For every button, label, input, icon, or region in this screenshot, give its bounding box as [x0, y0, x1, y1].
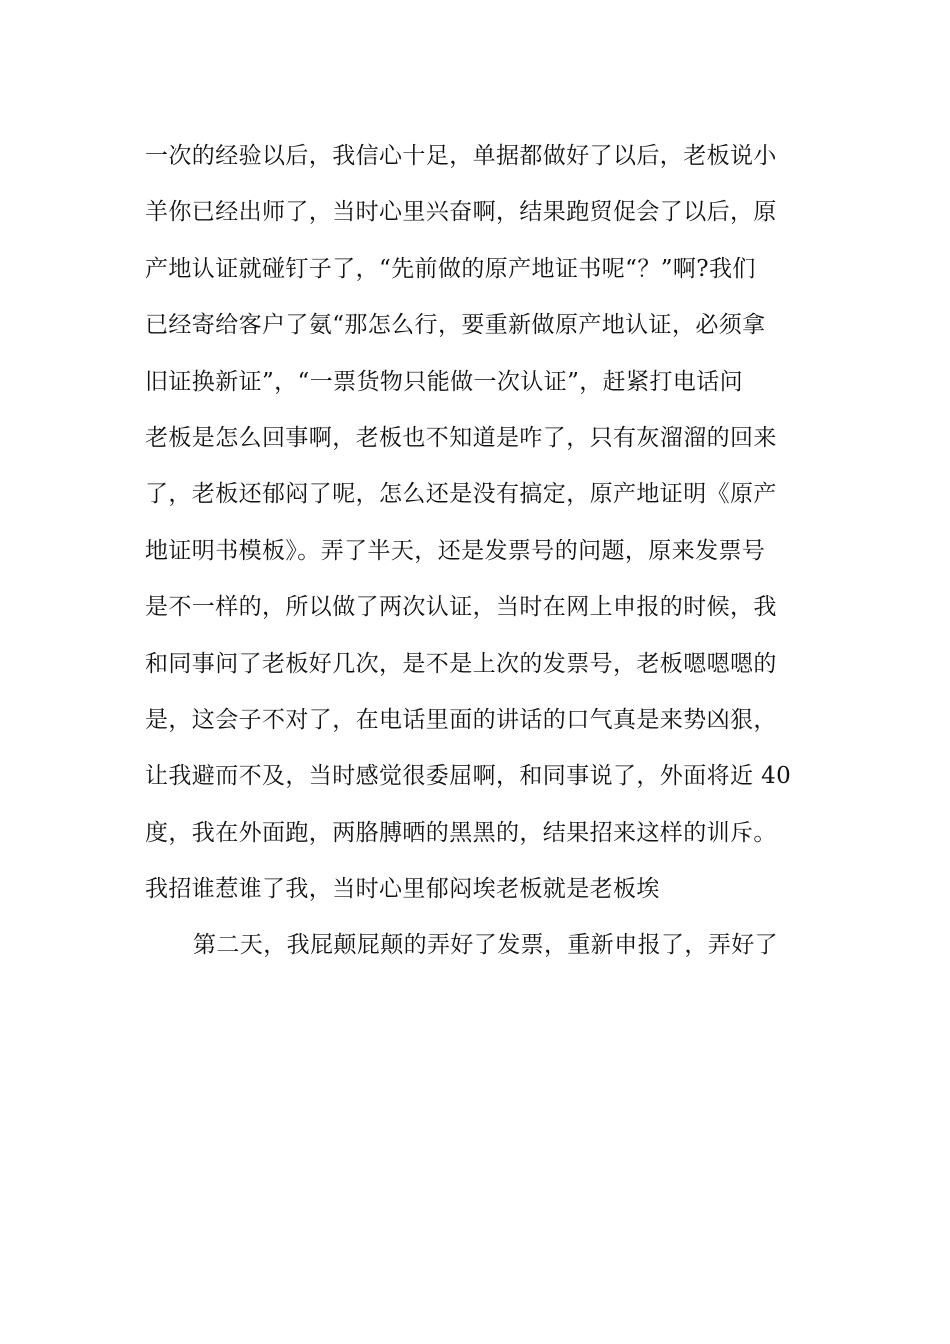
paragraph-start-line: 第二天，我屁颠屁颠的弄好了发票，重新申报了，弄好了	[193, 932, 778, 959]
text-line: 地证明书模板》。弄了半天，还是发票号的问题，原来发票号	[145, 537, 766, 564]
text-line: 产地认证就碰钉子了，“先前做的原产地证书呢“？”啊?我们	[145, 255, 756, 282]
text-line: 度，我在外面跑，两胳膊晒的黑黑的，结果招来这样的训斥。	[145, 819, 777, 846]
text-line: 和同事问了老板好几次，是不是上次的发票号，老板嗯嗯嗯的	[145, 650, 777, 677]
text-line: 已经寄给客户了氨“那怎么行，要重新做原产地认证，必须拿	[145, 312, 766, 339]
text-line: 是不一样的，所以做了两次认证，当时在网上申报的时候，我	[145, 594, 777, 621]
text-line: 了，老板还郁闷了呢，怎么还是没有搞定，原产地证明《原产	[145, 481, 777, 508]
text-line: 旧证换新证”，“一票货物只能做一次认证”，赶紧打电话问	[145, 368, 744, 395]
text-line: 让我避而不及，当时感觉很委屈啊，和同事说了，外面将近 40	[145, 763, 792, 790]
body-text	[145, 128, 810, 974]
text-line: 老板是怎么回事啊，老板也不知道是咋了，只有灰溜溜的回来	[145, 424, 777, 451]
text-line: 是，这会子不对了，在电话里面的讲话的口气真是来势凶狠，	[145, 706, 777, 733]
text-line: 一次的经验以后，我信心十足，单据都做好了以后，老板说小	[145, 143, 777, 169]
text-line: 羊你已经出师了，当时心里兴奋啊，结果跑贸促会了以后，原	[145, 199, 777, 226]
text-line: 我招谁惹谁了我，当时心里郁闷埃老板就是老板埃	[145, 876, 660, 903]
